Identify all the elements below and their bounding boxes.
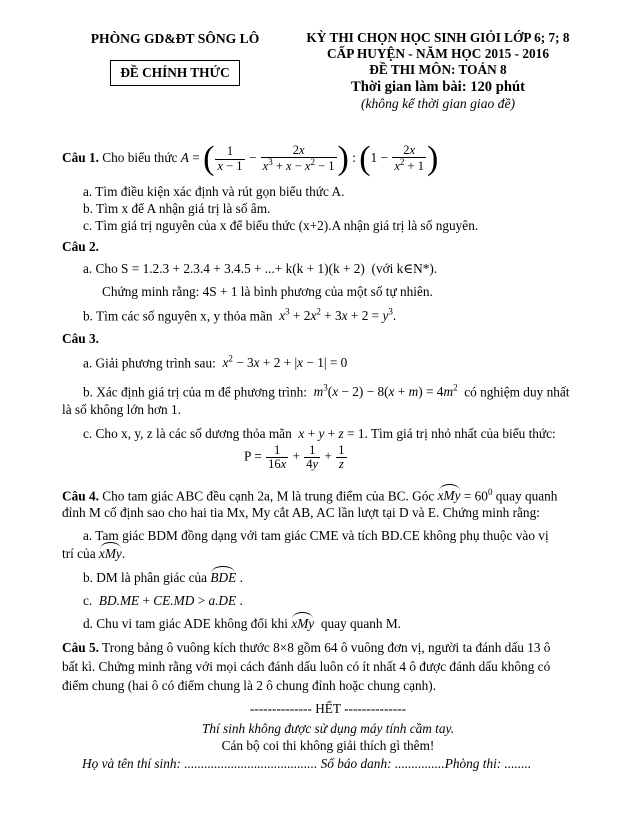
candidate-id: Số báo danh: ............... [320,756,445,771]
exam-subject: ĐỀ THI MÔN: TOÁN 8 [369,62,507,78]
q2-prove: Chứng minh rằng: 4S + 1 là bình phương của một số tự nhiên. [102,284,433,299]
department: PHÒNG GD&ĐT SÔNG LÔ [90,31,260,46]
q1-part-a: a. Tìm điều kiện xác định và rút gọn biểu thức A. [83,184,345,199]
footer-note-1: Thí sinh không được sử dụng máy tính cầm tay. [201,721,455,736]
q1-expression: Câu 1. Cho biểu thức A = ( $\frac{1}{x - 1}$ − $\frac{2x}{x^3 + x - x^2 - 1}$ ) : (1 − $\frac{2x}{x^2 + 1}$ ) [62,140,439,177]
q4-line-2: đỉnh M cố định sao cho hai tia Mx, My cắt AB, AC lần lượt tại D và E. Chứng minh rằng: [62,505,540,520]
candidate-name: Họ và tên thí sinh: ........................................ [82,756,318,771]
q5-label: Câu 5. [62,640,99,655]
q2-formula: S = 1.2.3 + 2.3.4 + 3.4.5 + ...+ k(k + 1)(k + 2) [121,261,365,276]
q3-part-a: a. Giải phương trình sau: $x^2 - 3x + 2 + |x - 1| = 0$ [83,354,348,371]
header-left [62,30,288,86]
q5-line-3: điểm chung (hai ô có điểm chung là 2 ô chung đỉnh hoặc chung cạnh). [62,678,437,693]
q2-condition: (với k∈N*). [371,261,438,276]
end-marker: -------------- HẾT -------------- [249,701,407,716]
candidate-info [82,755,592,773]
q4-part-a-cont: trí của xMy. [62,546,126,561]
q4-part-b: b. DM là phân giác của BDE . [83,570,243,585]
q4-part-d: d. Chu vi tam giác ADE không đổi khi xMy quay quanh M. [83,616,401,631]
q1-intro: Cho biểu thức [102,150,178,166]
footer-note-2: Cán bộ coi thi không giải thích gì thêm! [221,738,435,753]
q5-line-2: bất kì. Chứng minh rằng với mọi cách đánh dấu luôn có ít nhất 4 ô được đánh dấu không có [62,659,551,674]
q3-label: Câu 3. [62,331,99,346]
official-stamp: ĐỀ CHÍNH THỨC [110,60,240,86]
q2-equation: $x^3 + 2x^2 + 3x + 2 = y^3$. [279,307,397,324]
q3-expression-p: P = $\frac{1}{16x}$ + $\frac{1}{4y}$ + $\frac{1}{z}$ [244,443,345,472]
q3-equation-b: $m^3(x - 2) - 8(x + m) = 4m^2$ [313,383,458,400]
exam-title: KỲ THI CHỌN HỌC SINH GIỎI LỚP 6; 7; 8 [306,30,570,45]
q2-label: Câu 2. [62,239,99,254]
q4-label: Câu 4. [62,488,99,504]
q1-label: Câu 1. [62,150,99,166]
q3-equation-a: $x^2 - 3x + 2 + |x - 1| = 0$ [222,354,348,371]
q3-part-b: b. Xác định giá trị của m để phương trình: $m^3(x - 2) - 8(x + m) = 4m^2$ có nghiệm duy nhất [83,383,570,400]
q5-line-1: Câu 5. Trong bảng ô vuông kích thước 8×8 gồm 64 ô vuông đơn vị, người ta đánh dấu 13 ô [62,640,551,655]
header-right [288,30,588,113]
q1-part-c: c. Tìm giá trị nguyên của x để biểu thức (x+2).A nhận giá trị là số nguyên. [83,218,479,233]
q1-part-b: b. Tìm x để A nhận giá trị là số âm. [83,201,271,216]
q4-part-c: c. BD.ME + CE.MD > a.DE . [83,593,243,608]
exam-time-note: (không kể thời gian giao đề) [360,96,516,112]
q4-part-a: a. Tam giác BDM đồng dạng với tam giác CME và tích BD.CE không phụ thuộc vào vị [83,528,549,543]
exam-time: Thời gian làm bài: 120 phút [351,78,525,95]
q3-part-c: c. Cho x, y, z là các số dương thỏa mãn x + y + z = 1. Tìm giá trị nhỏ nhất của biểu thức: [83,426,556,441]
q3-part-b-cont: là số không lớn hơn 1. [62,402,181,417]
q4-line-1: Câu 4. Cho tam giác ABC đều cạnh 2a, M là trung điểm của BC. Góc xMy = $60^0$ quay quanh [62,487,558,504]
q2-part-a: a. Cho S = 1.2.3 + 2.3.4 + 3.4.5 + ...+ k(k + 1)(k + 2) (với k∈N*). [83,261,438,276]
q2-part-b: b. Tìm các số nguyên x, y thỏa mãn $x^3 + 2x^2 + 3x + 2 = y^3$. [83,307,397,324]
exam-level: CẤP HUYỆN - NĂM HỌC 2015 - 2016 [327,46,549,62]
exam-room: Phòng thi: ........ [444,756,532,771]
